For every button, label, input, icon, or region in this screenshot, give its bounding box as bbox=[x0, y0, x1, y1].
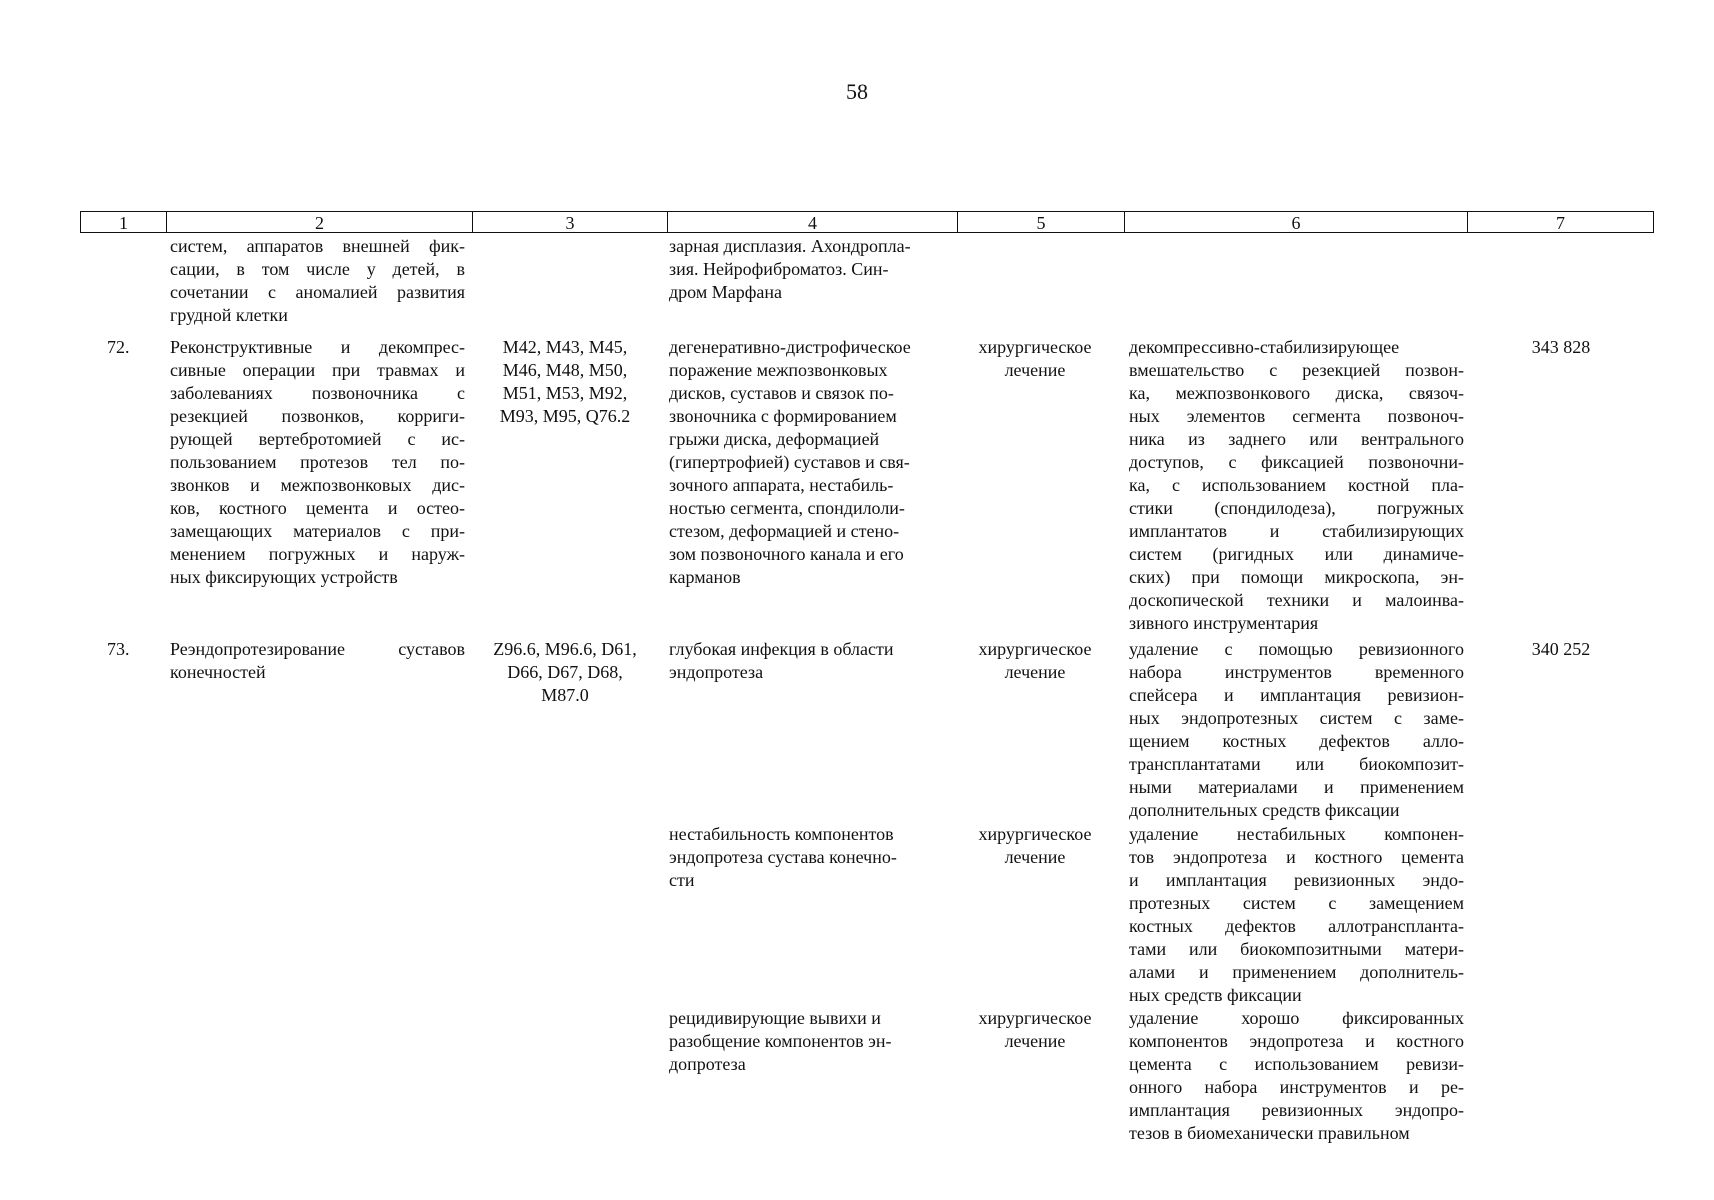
row-cost: 343 828 bbox=[1531, 337, 1591, 357]
text-line: зия. Нейрофиброматоз. Син- bbox=[669, 259, 889, 279]
text-line: онного набора инструментов и ре- bbox=[1129, 1077, 1464, 1097]
row-name bbox=[170, 638, 465, 684]
header-col-3: 3 bbox=[472, 212, 667, 232]
text-line: карманов bbox=[669, 567, 741, 587]
text-line: M87.0 bbox=[541, 685, 589, 705]
text-line: зочного аппарата, нестабиль- bbox=[669, 475, 894, 495]
text-line: сивные операции при травмах и bbox=[170, 360, 465, 380]
text-line: сочетании с аномалией развития bbox=[170, 282, 465, 302]
table-header-row bbox=[80, 211, 1654, 233]
text-line: замещающих материалов с при- bbox=[170, 521, 465, 541]
text-line: грыжи диска, деформацией bbox=[669, 429, 880, 449]
text-line: протезных систем с замещением bbox=[1129, 893, 1464, 913]
row-cost: 340 252 bbox=[1531, 639, 1591, 659]
text-line: систем, аппаратов внешней фик- bbox=[170, 236, 465, 256]
text-line: Z96.6, M96.6, D61, bbox=[493, 639, 637, 659]
row-method bbox=[1129, 1007, 1464, 1145]
row-treatment bbox=[960, 1007, 1110, 1053]
text-line: разобщение компонентов эн- bbox=[669, 1031, 892, 1051]
header-col-1: 1 bbox=[119, 213, 128, 233]
text-line: трансплантатами или биокомпозит- bbox=[1129, 754, 1464, 774]
text-line: тами или биокомпозитными матери- bbox=[1129, 939, 1464, 959]
text-line: дополнительных средств фиксации bbox=[1129, 800, 1400, 820]
text-line: ских) при помощи микроскопа, эн- bbox=[1129, 567, 1464, 587]
header-col-4: 4 bbox=[667, 212, 957, 232]
text-line: цемента с использованием ревизи- bbox=[1129, 1054, 1464, 1074]
text-line: сти bbox=[669, 870, 695, 890]
text-line: эндопротеза сустава конечно- bbox=[669, 847, 897, 867]
continuation-name bbox=[170, 235, 465, 327]
text-line: менением погружных и наруж- bbox=[170, 544, 465, 564]
text-line: глубокая инфекция в области bbox=[669, 639, 894, 659]
text-line: стики (спондилодеза), погружных bbox=[1129, 498, 1464, 518]
text-line: зарная дисплазия. Ахондропла- bbox=[669, 236, 911, 256]
text-line: ных средств фиксации bbox=[1129, 985, 1302, 1005]
row-condition bbox=[669, 1007, 954, 1076]
text-line: дисков, суставов и связок по- bbox=[669, 383, 894, 403]
text-line: щением костных дефектов алло- bbox=[1129, 731, 1464, 751]
text-line: пользованием протезов тел по- bbox=[170, 452, 465, 472]
text-line: имплантатов и стабилизирующих bbox=[1129, 521, 1464, 541]
text-line: имплантация ревизионных эндопро- bbox=[1129, 1100, 1464, 1120]
text-line: зивного инструментария bbox=[1129, 613, 1319, 633]
text-line: тезов в биомеханически правильном bbox=[1129, 1123, 1410, 1143]
text-line: систем (ригидных или динамиче- bbox=[1129, 544, 1464, 564]
row-treatment bbox=[960, 336, 1110, 382]
text-line: удаление нестабильных компонен- bbox=[1129, 824, 1464, 844]
text-line: ка, межпозвонкового диска, связоч- bbox=[1129, 383, 1464, 403]
row-codes bbox=[475, 336, 655, 428]
text-line: хирургическое bbox=[978, 824, 1092, 844]
text-line: удаление хорошо фиксированных bbox=[1129, 1008, 1464, 1028]
text-line: стезом, деформацией и стено- bbox=[669, 521, 900, 541]
text-line: ных фиксирующих устройств bbox=[170, 567, 398, 587]
row-number: 72. bbox=[107, 337, 130, 357]
row-number: 73. bbox=[107, 639, 130, 659]
text-line: дегенеративно-дистрофическое bbox=[669, 337, 911, 357]
row-condition bbox=[669, 823, 954, 892]
text-line: хирургическое bbox=[978, 639, 1092, 659]
text-line: звонков и межпозвонковых дис- bbox=[170, 475, 465, 495]
text-line: ка, с использованием костной пла- bbox=[1129, 475, 1464, 495]
text-line: эндопротеза bbox=[669, 662, 764, 682]
text-line: сации, в том числе у детей, в bbox=[170, 259, 465, 279]
text-line: доскопической техники и малоинва- bbox=[1129, 590, 1464, 610]
text-line: удаление с помощью ревизионного bbox=[1129, 639, 1464, 659]
text-line: M46, M48, M50, bbox=[502, 360, 628, 380]
row-method bbox=[1129, 638, 1464, 822]
text-line: ными материалами и применением bbox=[1129, 777, 1464, 797]
header-col-2: 2 bbox=[166, 212, 472, 232]
text-line: M93, M95, Q76.2 bbox=[499, 406, 631, 426]
text-line: допротеза bbox=[669, 1054, 746, 1074]
text-line: лечение bbox=[1004, 847, 1066, 867]
header-col-6: 6 bbox=[1124, 212, 1467, 232]
header-col-7: 7 bbox=[1467, 212, 1653, 232]
text-line: компонентов эндопротеза и костного bbox=[1129, 1031, 1464, 1051]
text-line: заболеваниях позвоночника с bbox=[170, 383, 465, 403]
text-line: звоночника с формированием bbox=[669, 406, 897, 426]
row-treatment bbox=[960, 638, 1110, 684]
text-line: лечение bbox=[1004, 662, 1066, 682]
text-line: дром Марфана bbox=[669, 282, 782, 302]
text-line: и имплантация ревизионных эндо- bbox=[1129, 870, 1464, 890]
row-condition bbox=[669, 638, 954, 684]
text-line: Реэндопротезирование суставов bbox=[170, 639, 465, 659]
text-line: ков, костного цемента и остео- bbox=[170, 498, 465, 518]
text-line: вмешательство с резекцией позвон- bbox=[1129, 360, 1464, 380]
text-line: хирургическое bbox=[978, 337, 1092, 357]
header-col-5: 5 bbox=[957, 212, 1124, 232]
text-line: ных эндопротезных систем с заме- bbox=[1129, 708, 1464, 728]
text-line: алами и применением дополнитель- bbox=[1129, 962, 1464, 982]
row-codes bbox=[475, 638, 655, 707]
text-line: ностью сегмента, спондилоли- bbox=[669, 498, 905, 518]
text-line: ника из заднего или вентрального bbox=[1129, 429, 1464, 449]
text-line: лечение bbox=[1004, 360, 1066, 380]
row-method bbox=[1129, 823, 1464, 1007]
text-line: спейсера и имплантация ревизион- bbox=[1129, 685, 1464, 705]
text-line: конечностей bbox=[170, 662, 266, 682]
text-line: костных дефектов аллотранспланта- bbox=[1129, 916, 1464, 936]
text-line: доступов, с фиксацией позвоночни- bbox=[1129, 452, 1464, 472]
text-line: D66, D67, D68, bbox=[507, 662, 623, 682]
text-line: рующей вертебротомией с ис- bbox=[170, 429, 465, 449]
continuation-condition bbox=[669, 235, 954, 304]
text-line: набора инструментов временного bbox=[1129, 662, 1464, 682]
text-line: поражение межпозвонковых bbox=[669, 360, 888, 380]
text-line: M42, M43, M45, bbox=[502, 337, 628, 357]
text-line: ных элементов сегмента позвоноч- bbox=[1129, 406, 1464, 426]
text-line: лечение bbox=[1004, 1031, 1066, 1051]
text-line: декомпрессивно-стабилизирующее bbox=[1129, 337, 1400, 357]
text-line: грудной клетки bbox=[170, 305, 288, 325]
text-line: рецидивирующие вывихи и bbox=[669, 1008, 881, 1028]
page-number: 58 bbox=[846, 79, 868, 104]
text-line: тов эндопротеза и костного цемента bbox=[1129, 847, 1464, 867]
row-method bbox=[1129, 336, 1464, 635]
text-line: Реконструктивные и декомпрес- bbox=[170, 337, 465, 357]
text-line: нестабильность компонентов bbox=[669, 824, 894, 844]
text-line: (гипертрофией) суставов и свя- bbox=[669, 452, 910, 472]
text-line: зом позвоночного канала и его bbox=[669, 544, 904, 564]
row-condition bbox=[669, 336, 954, 589]
text-line: M51, M53, M92, bbox=[502, 383, 628, 403]
row-name bbox=[170, 336, 465, 589]
text-line: резекцией позвонков, корриги- bbox=[170, 406, 465, 426]
text-line: хирургическое bbox=[978, 1008, 1092, 1028]
row-treatment bbox=[960, 823, 1110, 869]
